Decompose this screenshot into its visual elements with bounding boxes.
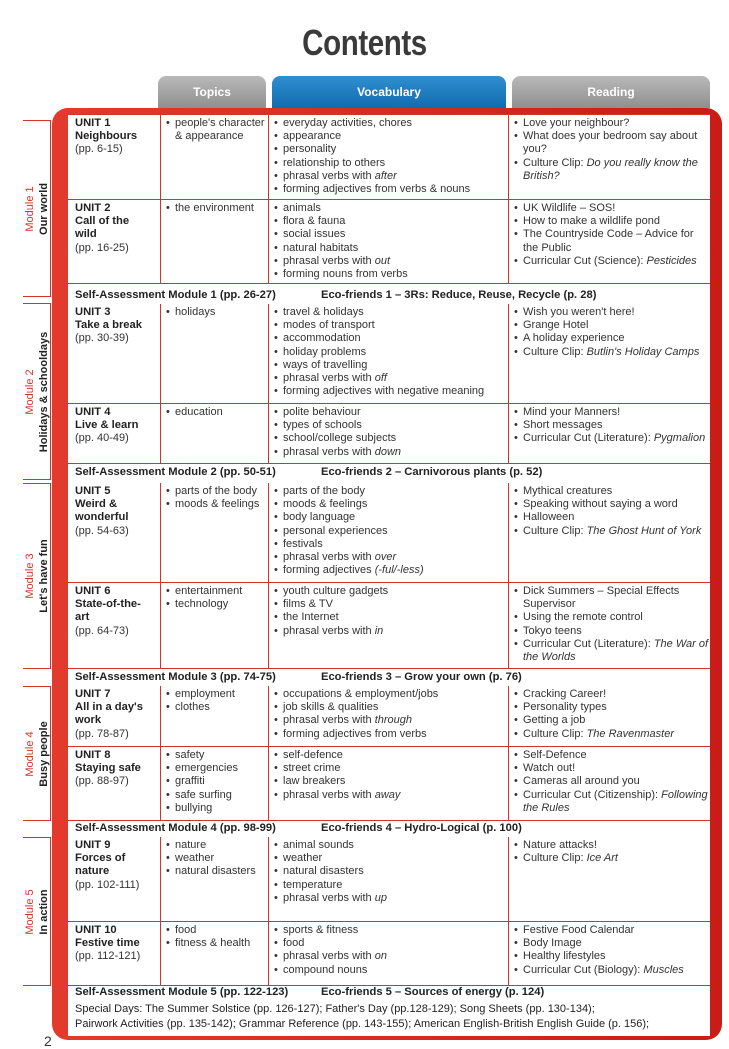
vocabulary-item: • job skills & qualities: [269, 701, 508, 714]
topic-cell: [161, 583, 269, 668]
topic-item: • food: [161, 924, 268, 937]
reading-list: [509, 747, 710, 815]
vocabulary-list: [269, 404, 508, 459]
topic-cell: [161, 404, 269, 463]
vocabulary-item: • forming adjectives from verbs & nouns: [269, 183, 508, 196]
topic-cell: [161, 747, 269, 820]
topic-item: • holidays: [161, 306, 268, 319]
vocabulary-cell: [269, 115, 509, 199]
module-label: [23, 183, 51, 235]
vocabulary-item: • self-defence: [269, 749, 508, 762]
page-number: 2: [44, 1033, 52, 1049]
topic-item: • safety: [161, 749, 268, 762]
unit-cell: [68, 583, 161, 668]
eco-friends-link: Eco-friends 3 – Grow your own (p. 76): [321, 671, 522, 683]
vocabulary-item: • ways of travelling: [269, 359, 508, 372]
reading-item: • Nature attacks!: [509, 839, 710, 852]
self-assessment-link: Self-Assessment Module 5 (pp. 122-123): [75, 986, 289, 998]
vocabulary-item: • street crime: [269, 762, 508, 775]
vocabulary-list: [269, 747, 508, 802]
topic-item: • entertainment: [161, 585, 268, 598]
topic-item: • moods & feelings: [161, 498, 268, 511]
unit-cell: [68, 304, 161, 403]
unit-pages: (pp. 30-39): [75, 332, 129, 345]
unit-row: [68, 686, 710, 747]
topic-cell: [161, 304, 269, 403]
module-bracket: [23, 837, 51, 986]
unit-pages: (pp. 40-49): [75, 432, 129, 445]
vocabulary-list: [269, 200, 508, 281]
reading-list: [509, 922, 710, 977]
vocabulary-list: [269, 483, 508, 577]
reading-cell: [509, 200, 710, 283]
module-bracket: [23, 483, 51, 669]
unit-title: Take a break: [75, 319, 142, 332]
tab-vocabulary: Vocabulary: [272, 76, 506, 108]
module-number: Module 5: [23, 888, 36, 935]
reading-item: • How to make a wildlife pond: [509, 215, 710, 228]
topic-cell: [161, 483, 269, 582]
vocabulary-cell: [269, 404, 509, 463]
vocabulary-item: • phrasal verbs with out: [269, 255, 508, 268]
reading-list: [509, 404, 710, 446]
topic-item: • emergencies: [161, 762, 268, 775]
reading-cell: [509, 686, 710, 746]
vocabulary-list: [269, 304, 508, 398]
module-title: In action: [37, 888, 50, 935]
footer-notes: [75, 1002, 715, 1031]
unit-number: UNIT 6: [75, 585, 111, 597]
self-assessment-link: Self-Assessment Module 2 (pp. 50-51): [75, 466, 276, 478]
unit-row: [68, 404, 710, 464]
vocabulary-item: • weather: [269, 852, 508, 865]
vocabulary-item: • phrasal verbs with off: [269, 372, 508, 385]
eco-friends-link: Eco-friends 2 – Carnivorous plants (p. 52): [321, 466, 543, 478]
vocabulary-item: • moods & feelings: [269, 498, 508, 511]
vocabulary-item: • body language: [269, 511, 508, 524]
module-title: Let's have fun: [37, 539, 50, 613]
unit-cell: [68, 200, 161, 283]
vocabulary-cell: [269, 686, 509, 746]
vocabulary-item: • types of schools: [269, 419, 508, 432]
module-label: [23, 331, 51, 451]
reading-item: • Getting a job: [509, 714, 710, 727]
unit-cell: [68, 404, 161, 463]
reading-item: • Watch out!: [509, 762, 710, 775]
topic-item: • education: [161, 406, 268, 419]
topic-item: • technology: [161, 598, 268, 611]
unit-number: UNIT 8: [75, 749, 111, 761]
unit-title: Festive time: [75, 937, 140, 950]
topic-cell: [161, 200, 269, 283]
unit-pages: (pp. 102-111): [75, 878, 140, 891]
vocabulary-item: • animal sounds: [269, 839, 508, 852]
module-number: Module 4: [23, 730, 36, 777]
self-assessment-link: Self-Assessment Module 3 (pp. 74-75): [75, 671, 276, 683]
reading-item: • Culture Clip: Butlin's Holiday Camps: [509, 346, 710, 359]
topic-item: • graffiti: [161, 775, 268, 788]
topic-list: [161, 686, 268, 714]
vocabulary-item: • phrasal verbs with on: [269, 950, 508, 963]
vocabulary-item: • forming adjectives (-ful/-less): [269, 564, 508, 577]
topic-item: • parts of the body: [161, 485, 268, 498]
vocabulary-cell: [269, 747, 509, 820]
unit-title: Live & learn: [75, 419, 139, 432]
unit-number: UNIT 4: [75, 406, 111, 418]
tab-reading: Reading: [512, 76, 710, 108]
vocabulary-item: • occupations & employment/jobs: [269, 688, 508, 701]
topic-item: • people's character & appearance: [161, 117, 268, 143]
vocabulary-item: • everyday activities, chores: [269, 117, 508, 130]
unit-title: Neighbours: [75, 130, 138, 143]
vocabulary-list: [269, 583, 508, 638]
unit-title: State-of-the-art: [75, 598, 141, 624]
topic-list: [161, 583, 268, 611]
self-assessment-link: Self-Assessment Module 1 (pp. 26-27): [75, 289, 276, 301]
footer-line-2: Pairwork Activities (pp. 135-142); Grammar Reference (pp. 143-155); American English-British English Guide (p. 156);: [75, 1017, 650, 1030]
reading-item: • Dick Summers – Special Effects Supervisor: [509, 585, 710, 611]
unit-row: [68, 114, 710, 200]
module-number: Module 3: [23, 553, 36, 599]
vocabulary-list: [269, 837, 508, 905]
vocabulary-item: • law breakers: [269, 775, 508, 788]
vocabulary-cell: [269, 483, 509, 582]
topic-list: [161, 115, 268, 143]
topic-item: • safe surfing: [161, 789, 268, 802]
vocabulary-item: • natural habitats: [269, 242, 508, 255]
unit-cell: [68, 483, 161, 582]
vocabulary-item: • flora & fauna: [269, 215, 508, 228]
reading-item: • Personality types: [509, 701, 710, 714]
vocabulary-item: • natural disasters: [269, 865, 508, 878]
vocabulary-item: • accommodation: [269, 332, 508, 345]
reading-cell: [509, 583, 710, 668]
topic-list: [161, 304, 268, 319]
unit-cell: [68, 747, 161, 820]
vocabulary-item: • forming adjectives from verbs: [269, 728, 508, 741]
reading-cell: [509, 837, 710, 921]
topic-cell: [161, 837, 269, 921]
unit-row: [68, 304, 710, 404]
unit-number: UNIT 10: [75, 924, 117, 936]
module-bracket: [23, 686, 51, 821]
reading-item: • Curricular Cut (Science): Pesticides: [509, 255, 710, 268]
unit-cell: [68, 922, 161, 985]
vocabulary-cell: [269, 583, 509, 668]
unit-row: [68, 483, 710, 583]
topic-list: [161, 747, 268, 815]
topic-list: [161, 922, 268, 950]
unit-row: [68, 922, 710, 986]
vocabulary-item: • parts of the body: [269, 485, 508, 498]
eco-friends-link: Eco-friends 4 – Hydro-Logical (p. 100): [321, 822, 522, 834]
vocabulary-item: • phrasal verbs with in: [269, 625, 508, 638]
reading-item: • Love your neighbour?: [509, 117, 710, 130]
unit-pages: (pp. 54-63): [75, 524, 129, 537]
reading-list: [509, 837, 710, 865]
topic-list: [161, 200, 268, 215]
reading-item: • Mind your Manners!: [509, 406, 710, 419]
unit-cell: [68, 115, 161, 199]
unit-row: [68, 583, 710, 669]
reading-item: • Wish you weren't here!: [509, 306, 710, 319]
module-number: Module 2: [23, 368, 36, 415]
reading-list: [509, 483, 710, 538]
reading-item: • Culture Clip: The Ravenmaster: [509, 728, 710, 741]
vocabulary-item: • social issues: [269, 228, 508, 241]
vocabulary-item: • relationship to others: [269, 157, 508, 170]
reading-item: • What does your bedroom say about you?: [509, 130, 710, 156]
module-number: Module 1: [23, 185, 36, 232]
vocabulary-list: [269, 686, 508, 741]
vocabulary-item: • animals: [269, 202, 508, 215]
reading-list: [509, 115, 710, 183]
unit-number: UNIT 5: [75, 485, 111, 497]
topic-item: • the environment: [161, 202, 268, 215]
module-label: [23, 721, 51, 786]
vocabulary-cell: [269, 922, 509, 985]
unit-number: UNIT 1: [75, 117, 111, 129]
topic-item: • employment: [161, 688, 268, 701]
unit-pages: (pp. 112-121): [75, 950, 141, 963]
reading-list: [509, 686, 710, 741]
vocabulary-item: • personal experiences: [269, 525, 508, 538]
reading-item: • Self-Defence: [509, 749, 710, 762]
unit-pages: (pp. 6-15): [75, 143, 123, 156]
module-bracket: [23, 120, 51, 297]
reading-item: • Grange Hotel: [509, 319, 710, 332]
unit-row: [68, 200, 710, 284]
unit-title: Weird & wonderful: [75, 498, 129, 524]
module-label: [23, 539, 51, 613]
reading-cell: [509, 304, 710, 403]
vocabulary-item: • forming nouns from verbs: [269, 268, 508, 281]
vocabulary-cell: [269, 837, 509, 921]
reading-item: • Festive Food Calendar: [509, 924, 710, 937]
unit-number: UNIT 3: [75, 306, 111, 318]
unit-cell: [68, 837, 161, 921]
unit-pages: (pp. 88-97): [75, 775, 129, 788]
reading-cell: [509, 115, 710, 199]
module-title: Holidays & schooldays: [37, 331, 50, 452]
topic-item: • fitness & health: [161, 937, 268, 950]
vocabulary-item: • phrasal verbs with through: [269, 714, 508, 727]
reading-cell: [509, 922, 710, 985]
reading-item: • Using the remote control: [509, 611, 710, 624]
vocabulary-list: [269, 922, 508, 977]
reading-list: [509, 304, 710, 359]
vocabulary-item: • holiday problems: [269, 346, 508, 359]
unit-number: UNIT 7: [75, 688, 111, 700]
reading-item: • Short messages: [509, 419, 710, 432]
vocabulary-item: • youth culture gadgets: [269, 585, 508, 598]
reading-item: • Curricular Cut (Citizenship): Following the Rules: [509, 789, 710, 815]
vocabulary-item: • phrasal verbs with down: [269, 446, 508, 459]
reading-item: • Curricular Cut (Literature): Pygmalion: [509, 432, 710, 445]
unit-pages: (pp. 64-73): [75, 624, 129, 637]
reading-cell: [509, 404, 710, 463]
reading-item: • Body Image: [509, 937, 710, 950]
reading-item: • Cracking Career!: [509, 688, 710, 701]
vocabulary-item: • modes of transport: [269, 319, 508, 332]
unit-number: UNIT 2: [75, 202, 111, 214]
vocabulary-item: • sports & fitness: [269, 924, 508, 937]
vocabulary-item: • personality: [269, 143, 508, 156]
reading-item: • Culture Clip: Do you really know the British?: [509, 157, 710, 183]
reading-item: • Halloween: [509, 511, 710, 524]
vocabulary-item: • festivals: [269, 538, 508, 551]
vocabulary-item: • school/college subjects: [269, 432, 508, 445]
module-title: Busy people: [37, 720, 50, 787]
vocabulary-item: • the Internet: [269, 611, 508, 624]
unit-title: All in a day's work: [75, 701, 143, 727]
reading-cell: [509, 747, 710, 820]
reading-item: • A holiday experience: [509, 332, 710, 345]
reading-item: • Curricular Cut (Biology): Muscles: [509, 964, 710, 977]
unit-number: UNIT 9: [75, 839, 111, 851]
vocabulary-item: • compound nouns: [269, 964, 508, 977]
vocabulary-item: • phrasal verbs with over: [269, 551, 508, 564]
reading-list: [509, 200, 710, 268]
vocabulary-item: • phrasal verbs with after: [269, 170, 508, 183]
unit-pages: (pp. 16-25): [75, 241, 129, 254]
reading-item: • Cameras all around you: [509, 775, 710, 788]
module-title: Our world: [37, 182, 50, 235]
reading-item: • Culture Clip: Ice Art: [509, 852, 710, 865]
unit-title: Call of the wild: [75, 215, 130, 241]
page-title: Contents: [302, 22, 427, 63]
module-label: [23, 889, 51, 934]
reading-item: • Culture Clip: The Ghost Hunt of York: [509, 525, 710, 538]
vocabulary-item: • phrasal verbs with up: [269, 892, 508, 905]
vocabulary-item: • food: [269, 937, 508, 950]
unit-title: Forces of nature: [75, 852, 126, 878]
eco-friends-link: Eco-friends 1 – 3Rs: Reduce, Reuse, Recycle (p. 28): [321, 289, 597, 301]
unit-row: [68, 837, 710, 922]
vocabulary-list: [269, 115, 508, 196]
topic-item: • weather: [161, 852, 268, 865]
vocabulary-cell: [269, 304, 509, 403]
vocabulary-item: • appearance: [269, 130, 508, 143]
topic-list: [161, 404, 268, 419]
reading-item: • Curricular Cut (Literature): The War of the Worlds: [509, 638, 710, 664]
topic-item: • clothes: [161, 701, 268, 714]
reading-item: • Mythical creatures: [509, 485, 710, 498]
unit-title: Staying safe: [75, 762, 141, 775]
topic-cell: [161, 115, 269, 199]
topic-item: • nature: [161, 839, 268, 852]
vocabulary-item: • films & TV: [269, 598, 508, 611]
topic-list: [161, 837, 268, 879]
eco-friends-link: Eco-friends 5 – Sources of energy (p. 124): [321, 986, 545, 998]
topic-item: • bullying: [161, 802, 268, 815]
tab-topics: Topics: [158, 76, 266, 108]
module-bracket: [23, 303, 51, 480]
reading-item: • Tokyo teens: [509, 625, 710, 638]
vocabulary-cell: [269, 200, 509, 283]
reading-item: • The Countryside Code – Advice for the Public: [509, 228, 710, 254]
reading-item: • Healthy lifestyles: [509, 950, 710, 963]
reading-cell: [509, 483, 710, 582]
vocabulary-item: • temperature: [269, 879, 508, 892]
unit-pages: (pp. 78-87): [75, 727, 129, 740]
topic-list: [161, 483, 268, 511]
vocabulary-item: • forming adjectives with negative meaning: [269, 385, 508, 398]
reading-item: • UK Wildlife – SOS!: [509, 202, 710, 215]
self-assessment-link: Self-Assessment Module 4 (pp. 98-99): [75, 822, 276, 834]
vocabulary-item: • phrasal verbs with away: [269, 789, 508, 802]
vocabulary-item: • travel & holidays: [269, 306, 508, 319]
vocabulary-item: • polite behaviour: [269, 406, 508, 419]
topic-cell: [161, 686, 269, 746]
reading-list: [509, 583, 710, 664]
footer-line-1: Special Days: The Summer Solstice (pp. 126-127); Father's Day (pp.128-129); Song Sheets (pp. 130-134);: [75, 1003, 595, 1015]
topic-item: • natural disasters: [161, 865, 268, 878]
topic-cell: [161, 922, 269, 985]
unit-cell: [68, 686, 161, 746]
reading-item: • Speaking without saying a word: [509, 498, 710, 511]
unit-row: [68, 747, 710, 821]
